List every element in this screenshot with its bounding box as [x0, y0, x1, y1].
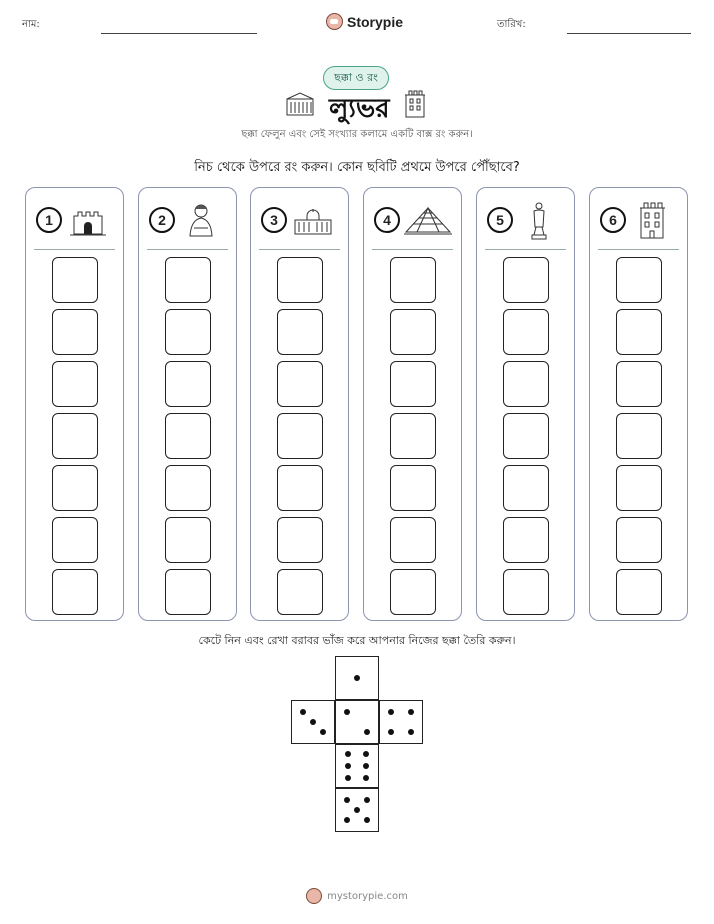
die-pip	[344, 797, 350, 803]
color-box[interactable]	[616, 361, 662, 407]
die-pip	[345, 763, 351, 769]
color-box[interactable]	[503, 257, 549, 303]
die-face-3	[291, 700, 335, 744]
die-face-4	[379, 700, 423, 744]
footer-url[interactable]: mystorypie.com	[327, 890, 408, 902]
die-pip	[388, 729, 394, 735]
storypie-logo-icon	[326, 13, 343, 30]
footer	[0, 888, 714, 904]
die-face-6	[335, 744, 379, 788]
glass-pyramid-icon	[404, 200, 452, 240]
cut-instruction: কেটে নিন এবং রেখা বরাবর ভাঁজ করে আপনার নিজের ছক্কা তৈরি করুন।	[198, 634, 516, 647]
die-pip	[354, 807, 360, 813]
date-field-line[interactable]	[567, 33, 691, 34]
die-pip	[388, 709, 394, 715]
die-pip	[363, 751, 369, 757]
die-pip	[363, 775, 369, 781]
color-box[interactable]	[390, 413, 436, 459]
die-pip	[345, 775, 351, 781]
color-box[interactable]	[52, 257, 98, 303]
die-pip	[408, 729, 414, 735]
activity-badge: ছক্কা ও রং	[323, 66, 389, 90]
color-box[interactable]	[52, 465, 98, 511]
color-box[interactable]	[616, 517, 662, 563]
storypie-logo-icon	[306, 888, 322, 904]
color-box[interactable]	[277, 361, 323, 407]
column-divider	[598, 249, 679, 250]
column-divider	[147, 249, 228, 250]
column-divider	[34, 249, 115, 250]
palace-icon	[293, 200, 333, 240]
column-number: 6	[600, 207, 626, 233]
column-2	[138, 187, 237, 621]
color-box[interactable]	[390, 309, 436, 355]
color-box[interactable]	[616, 309, 662, 355]
column-number: 2	[149, 207, 175, 233]
palace-icon	[285, 91, 315, 117]
color-box[interactable]	[503, 517, 549, 563]
die-pip	[364, 797, 370, 803]
die-pip	[364, 817, 370, 823]
color-box[interactable]	[277, 465, 323, 511]
column-1	[25, 187, 124, 621]
color-box[interactable]	[503, 413, 549, 459]
name-field-line[interactable]	[101, 33, 257, 34]
color-box[interactable]	[616, 257, 662, 303]
color-box[interactable]	[616, 413, 662, 459]
color-box[interactable]	[503, 361, 549, 407]
column-number: 3	[261, 207, 287, 233]
die-pip	[363, 763, 369, 769]
woman-portrait-icon	[181, 200, 221, 240]
color-box[interactable]	[390, 465, 436, 511]
color-box[interactable]	[52, 517, 98, 563]
die-pip	[300, 709, 306, 715]
instruction-text: নিচ থেকে উপরে রং করুন। কোন ছবিটি প্রথমে উপরে পৌঁছাবে?	[194, 160, 520, 175]
color-box[interactable]	[52, 361, 98, 407]
column-6	[589, 187, 688, 621]
color-box[interactable]	[616, 569, 662, 615]
column-number: 4	[374, 207, 400, 233]
color-box[interactable]	[390, 361, 436, 407]
color-box[interactable]	[277, 569, 323, 615]
color-box[interactable]	[52, 413, 98, 459]
color-box[interactable]	[277, 257, 323, 303]
column-number: 1	[36, 207, 62, 233]
die-pip	[408, 709, 414, 715]
color-box[interactable]	[390, 569, 436, 615]
die-pip	[344, 817, 350, 823]
name-label: নাম:	[22, 19, 40, 30]
column-4	[363, 187, 462, 621]
die-face-1	[335, 656, 379, 700]
die-face-2	[335, 700, 379, 744]
die-face-5	[335, 788, 379, 832]
color-box[interactable]	[390, 257, 436, 303]
color-box[interactable]	[390, 517, 436, 563]
color-box[interactable]	[165, 309, 211, 355]
color-box[interactable]	[165, 413, 211, 459]
color-box[interactable]	[165, 569, 211, 615]
die-pip	[320, 729, 326, 735]
statue-icon	[519, 200, 559, 240]
color-box[interactable]	[52, 309, 98, 355]
column-number: 5	[487, 207, 513, 233]
die-pip	[344, 709, 350, 715]
column-5	[476, 187, 575, 621]
color-box[interactable]	[503, 465, 549, 511]
die-pip	[354, 675, 360, 681]
color-box[interactable]	[277, 517, 323, 563]
color-box[interactable]	[503, 569, 549, 615]
castle-icon	[68, 200, 108, 240]
tower-icon	[632, 200, 672, 240]
column-divider	[372, 249, 453, 250]
color-box[interactable]	[165, 361, 211, 407]
die-pip	[310, 719, 316, 725]
color-box[interactable]	[503, 309, 549, 355]
brand-logo	[326, 13, 403, 30]
column-divider	[485, 249, 566, 250]
color-box[interactable]	[165, 465, 211, 511]
subtitle: ছক্কা ফেলুন এবং সেই সংখ্যার কলামে একটি বাক্স রং করুন।	[241, 129, 473, 140]
color-box[interactable]	[165, 517, 211, 563]
die-pip	[345, 751, 351, 757]
color-box[interactable]	[52, 569, 98, 615]
column-3	[250, 187, 349, 621]
date-label: তারিখ:	[497, 19, 526, 30]
tower-icon	[401, 89, 429, 119]
color-box[interactable]	[616, 465, 662, 511]
column-divider	[259, 249, 340, 250]
brand-name: Storypie	[347, 13, 404, 30]
color-box[interactable]	[165, 257, 211, 303]
color-box[interactable]	[277, 413, 323, 459]
color-box[interactable]	[277, 309, 323, 355]
die-pip	[364, 729, 370, 735]
page-title: ল্যুভর	[329, 94, 390, 124]
